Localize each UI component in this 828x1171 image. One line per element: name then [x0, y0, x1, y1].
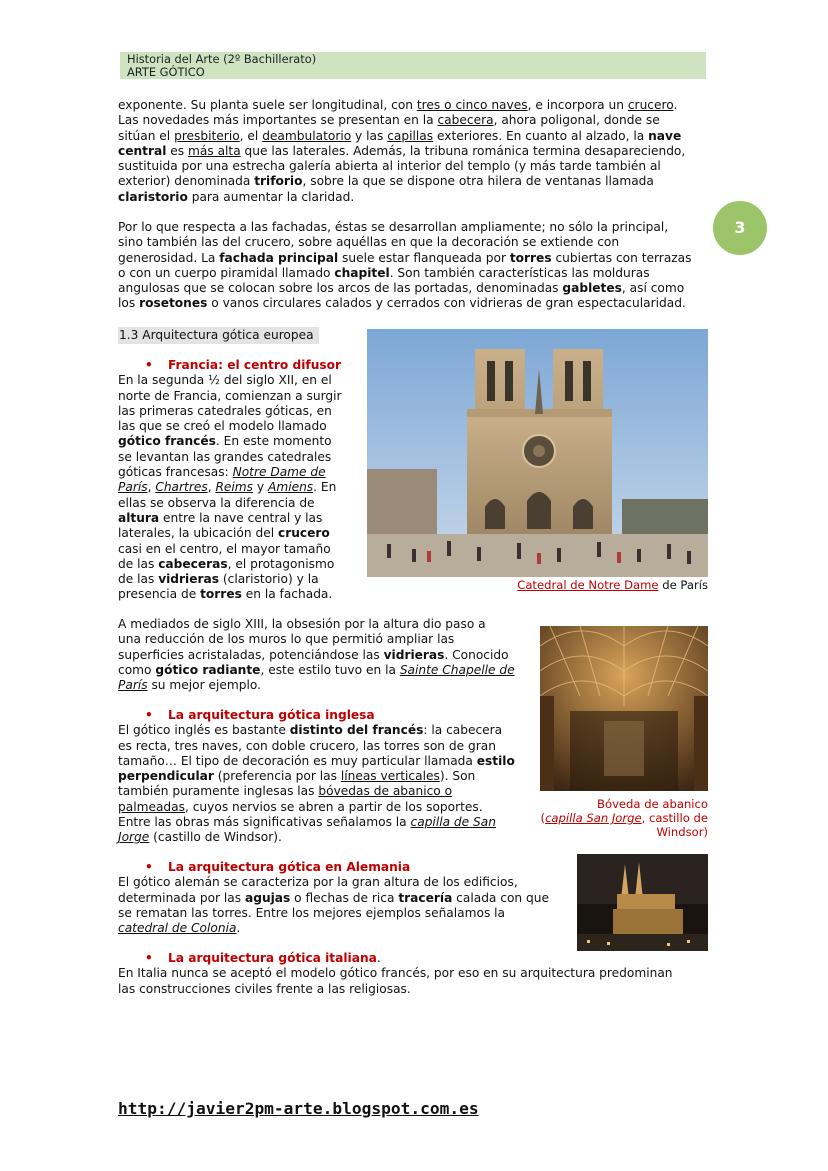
term-claristorio: claristorio — [118, 189, 188, 204]
text: (claristorio) y la — [218, 572, 319, 587]
text: de las — [118, 556, 159, 571]
text: tamaño… El tipo de decoración es muy particular llamada — [118, 753, 477, 768]
alemania-section — [118, 860, 578, 936]
bullet-icon: • — [145, 708, 153, 722]
text: calada con que — [452, 890, 549, 905]
caption-text: de París — [658, 578, 708, 592]
text: es recta, tres naves, con doble crucero, las torres son de gran — [118, 738, 496, 753]
bullet-icon: • — [145, 860, 153, 874]
text: exponente. Su planta suele ser longitudinal, con — [118, 98, 417, 112]
bullet-icon: • — [145, 358, 153, 372]
text: se levantan las grandes catedrales — [118, 449, 332, 464]
term-chapitel: chapitel — [334, 265, 390, 280]
text: es — [166, 143, 189, 158]
text: , — [147, 480, 156, 495]
link-notre-dame[interactable]: Notre Dame de — [232, 465, 326, 480]
text: sustituida por una estrecha galería abierta al interior del templo (y más tarde también al — [118, 159, 661, 174]
section-title: 1.3 Arquitectura gótica europea — [118, 327, 319, 344]
term-torres: torres — [509, 250, 552, 265]
text: , e incorpora un — [527, 98, 628, 112]
document-header — [120, 52, 706, 79]
italiana-section — [118, 951, 718, 997]
term-nave: nave — [648, 128, 682, 143]
term-distinto: distinto del francés — [289, 723, 424, 738]
text: también puramente inglesas las — [118, 784, 319, 799]
text: y las — [351, 128, 388, 143]
link-chartres[interactable]: Chartres — [155, 480, 208, 495]
inglesa-heading: La arquitectura gótica inglesa — [168, 708, 375, 722]
text: angulosas que se colocan sobre los arcos de las portadas, denominadas — [118, 281, 563, 296]
text: los — [118, 296, 140, 311]
link-paris[interactable]: París — [118, 480, 148, 495]
text: . Son también características las molduras — [389, 265, 650, 280]
text: casi en el centro, el mayor tamaño — [118, 541, 331, 556]
text: , cuyos nervios se abren a partir de los soportes. — [184, 799, 483, 814]
bullet-icon: • — [145, 951, 153, 965]
term-gotico-radiante: gótico radiante — [155, 662, 261, 677]
text: (preferencia por las — [213, 769, 341, 784]
alemania-heading: La arquitectura gótica en Alemania — [168, 860, 411, 874]
term-altura: altura — [118, 510, 160, 525]
text: suele estar flanqueada por — [338, 250, 510, 265]
caption-link-notre-dame[interactable]: Catedral de Notre Dame — [517, 578, 659, 592]
text: o flechas de rica — [290, 890, 399, 905]
link-amiens[interactable]: Amiens — [267, 480, 314, 495]
text: : la cabecera — [423, 723, 503, 738]
caption-link-san-jorge[interactable]: capilla San Jorge — [545, 811, 642, 825]
text: presencia de — [118, 587, 201, 602]
radiante-paragraph — [118, 617, 538, 693]
link-jorge[interactable]: Jorge — [118, 830, 150, 845]
header-course: Historia del Arte (2º Bachillerato) — [127, 52, 317, 66]
term-vidrieras: vidrieras — [158, 572, 219, 587]
term-palmeadas: palmeadas — [118, 799, 185, 814]
term-agujas: agujas — [245, 890, 291, 905]
text: exteriores. En cuanto al alzado, la — [433, 128, 649, 143]
text: sino también las del crucero, sobre aquéllas en que la decoración se extiende con — [118, 235, 620, 250]
text: Por lo que respecta a las fachadas, éstas se desarrollan ampliamente; no sólo la principal, — [118, 220, 669, 234]
link-catedral-colonia[interactable]: catedral de Colonia — [118, 921, 237, 936]
term-deambulatorio: deambulatorio — [262, 128, 352, 143]
link-sainte-chapelle[interactable]: Sainte Chapelle de — [399, 662, 515, 677]
text: ( — [540, 811, 546, 825]
text: , así como — [621, 281, 685, 296]
text: ellas se observa la diferencia de — [118, 495, 315, 510]
text: generosidad. La — [118, 250, 220, 265]
term-crucero: crucero — [277, 526, 330, 541]
text: superficies acristaladas, potenciándose las — [118, 647, 384, 662]
text: que las laterales. Además, la tribuna románica termina desapareciendo, — [240, 143, 686, 158]
term-capillas: capillas — [387, 128, 434, 143]
notre-dame-caption — [367, 578, 708, 592]
text: norte de Francia, comienzan a surgir — [118, 388, 342, 403]
footer-url-link[interactable]: http://javier2pm-arte.blogspot.com.es — [118, 1099, 479, 1118]
fan-vault-photo — [540, 626, 708, 791]
text: las primeras catedrales góticas, en — [118, 403, 332, 418]
text: . — [673, 98, 678, 112]
text: se rematan las torres. Entre los mejores ejemplos señalamos la — [118, 905, 506, 920]
text: sitúan el — [118, 128, 175, 143]
term-gabletes: gabletes — [562, 281, 622, 296]
term-presbiterio: presbiterio — [174, 128, 240, 143]
term-gotico-frances: gótico francés — [118, 434, 216, 449]
text: las que se creó el modelo llamado — [118, 419, 327, 434]
term-cabecera: cabecera — [437, 113, 494, 128]
term-naves: tres o cinco naves — [416, 98, 528, 112]
term-bovedas-abanico: bóvedas de abanico o — [318, 784, 453, 799]
term-mas-alta: más alta — [188, 143, 241, 158]
inglesa-section — [118, 708, 538, 846]
francia-heading: Francia: el centro difusor — [168, 358, 342, 372]
text: cubiertas con terrazas — [551, 250, 692, 265]
term-central: central — [118, 143, 167, 158]
text: Las novedades más importantes se presentan en la — [118, 113, 438, 128]
text: El gótico alemán se caracteriza por la gran altura de los edificios, — [118, 875, 518, 890]
text: . En este momento — [215, 434, 332, 449]
page-number-badge: 3 — [713, 201, 767, 255]
text: de las — [118, 572, 159, 587]
text: en la fachada. — [241, 587, 333, 602]
link-paris[interactable]: París — [118, 678, 148, 693]
caption-line: Windsor) — [656, 825, 708, 839]
term-triforio: triforio — [254, 174, 303, 189]
text: determinada por las — [118, 890, 245, 905]
link-capilla-san-jorge[interactable]: capilla de San — [410, 815, 496, 830]
text: o con un cuerpo piramidal llamado — [118, 265, 335, 280]
text: Entre las obras más significativas señalamos la — [118, 815, 411, 830]
link-reims[interactable]: Reims — [215, 480, 254, 495]
text: , el protagonismo — [227, 556, 335, 571]
notre-dame-illustration — [367, 329, 708, 577]
cologne-illustration — [577, 854, 708, 951]
notre-dame-photo — [367, 329, 708, 577]
text: , sobre la que se dispone otra hilera de ventanas llamada — [302, 174, 654, 189]
term-torres: torres — [200, 587, 242, 602]
text: En Italia nunca se aceptó el modelo gótico francés, por eso en su arquitectura predominan — [118, 966, 673, 981]
intro-paragraph-1 — [118, 98, 718, 205]
text: exterior) denominada — [118, 174, 255, 189]
text: , el — [239, 128, 263, 143]
text: El gótico inglés es bastante — [118, 723, 290, 738]
text: para aumentar la claridad. — [187, 189, 355, 204]
text: . — [236, 921, 241, 936]
text: las construcciones civiles frente a las religiosas. — [118, 981, 411, 996]
text: En la segunda ½ del siglo XII, en el — [118, 373, 332, 388]
text: (castillo de Windsor). — [149, 830, 282, 845]
text: , castillo de — [641, 811, 708, 825]
term-fachada-principal: fachada principal — [219, 250, 339, 265]
italiana-heading: La arquitectura gótica italiana — [168, 951, 377, 965]
term-traceria: tracería — [398, 890, 453, 905]
cologne-cathedral-photo — [577, 854, 708, 951]
text: o vanos circulares calados y cerrados con vidrieras de gran espectacularidad. — [207, 296, 686, 311]
text: góticas francesas: — [118, 465, 233, 480]
text: , — [207, 480, 216, 495]
text: su mejor ejemplo. — [147, 678, 261, 693]
text: entre la nave central y las — [159, 510, 323, 525]
term-crucero: crucero — [627, 98, 674, 112]
header-topic: ARTE GÓTICO — [127, 64, 205, 79]
text: . Conocido — [444, 647, 509, 662]
term-vidrieras: vidrieras — [383, 647, 445, 662]
text: , este estilo tuvo en la — [260, 662, 400, 677]
text: una reducción de los muros lo que permitió ampliar las — [118, 632, 455, 647]
text: A mediados de siglo XIII, la obsesión por la altura dio paso a — [118, 617, 486, 631]
text: y — [253, 480, 268, 495]
caption-line: Bóveda de abanico — [597, 797, 708, 811]
text: laterales, la ubicación del — [118, 526, 278, 541]
fan-vault-caption — [540, 797, 708, 839]
term-estilo: estilo — [476, 753, 515, 768]
fan-vault-illustration — [540, 626, 708, 791]
text: como — [118, 662, 156, 677]
term-cabeceras: cabeceras — [158, 556, 228, 571]
text: . — [376, 951, 381, 965]
term-perpendicular: perpendicular — [118, 769, 214, 784]
term-lineas-verticales: líneas verticales — [340, 769, 440, 784]
text: , ahora poligonal, donde se — [493, 113, 660, 128]
text: . En — [313, 480, 337, 495]
text: ). Son — [439, 769, 476, 784]
francia-section — [118, 358, 368, 603]
intro-paragraph-2 — [118, 220, 718, 312]
term-rosetones: rosetones — [139, 296, 208, 311]
